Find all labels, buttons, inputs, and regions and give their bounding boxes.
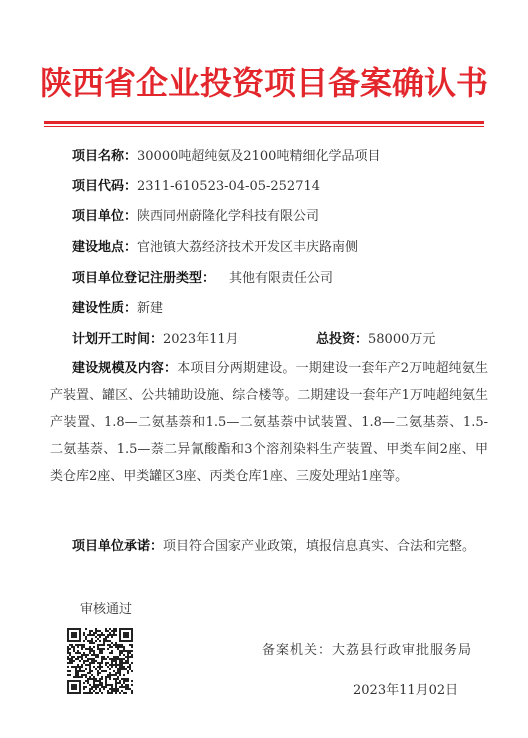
- field-label: 项目单位：: [72, 209, 138, 224]
- document-title: 陕西省企业投资项目备案确认书: [39, 64, 488, 102]
- field-value: 陕西同州蔚隆化学科技有限公司: [137, 209, 320, 224]
- commitment-label: 项目单位承诺：: [72, 539, 164, 554]
- field-value: 2023年11月: [163, 332, 239, 347]
- commitment-text: 项目符合国家产业政策，填报信息真实、合法和完整。: [163, 539, 476, 554]
- scope-label: 建设规模及内容：: [72, 361, 178, 376]
- field-total-investment: [316, 331, 435, 349]
- field-label: 建设性质：: [72, 301, 138, 316]
- field-value: 58000万元: [368, 332, 436, 347]
- scope-text: 本项目分两期建设。一期建设一套年产2万吨超纯氨生产装置、罐区、公共辅助设施、综合楼等。二期建设一套年产1万吨超纯氨生产装置、1.8—二氨基萘和1.5—二氨基萘中试装置、1.8—二氨基萘、1.5-二氨基萘、1.5—萘二异氰酸酯和3个溶剂染料生产装置、甲类车间2座、甲类仓库2座、甲类罐区3座、丙类仓库1座、三废处理站1座等。: [50, 361, 488, 484]
- field-value: 官池镇大荔经济技术开发区丰庆路南侧: [137, 240, 359, 255]
- field-start-time: [72, 331, 239, 349]
- field-value: 30000吨超纯氨及2100吨精细化学品项目: [137, 149, 381, 164]
- construction-scope: [50, 355, 488, 490]
- field-project-name: [72, 148, 380, 166]
- field-project-unit: [72, 208, 319, 226]
- issue-date: 2023年11月02日: [353, 683, 459, 698]
- unit-commitment: [50, 533, 488, 560]
- field-value: 其他有限责任公司: [229, 271, 334, 286]
- field-label: 项目代码：: [72, 179, 138, 194]
- field-location: [72, 239, 358, 257]
- title-rule-thin: [44, 126, 484, 127]
- field-label: 建设地点：: [72, 240, 138, 255]
- field-label: 计划开工时间：: [72, 332, 164, 347]
- qr-code-icon: [67, 628, 133, 694]
- field-label: 总投资：: [316, 332, 369, 347]
- field-label: 项目单位登记注册类型：: [72, 271, 216, 286]
- field-registration-type: [72, 270, 333, 288]
- review-status: 审核通过: [80, 602, 133, 617]
- field-project-code: [72, 178, 320, 196]
- field-value: 2311-610523-04-05-252714: [137, 179, 321, 194]
- filing-agency: 备案机关：大荔县行政审批服务局: [262, 643, 473, 658]
- field-construction-nature: [72, 300, 163, 318]
- field-label: 项目名称：: [72, 149, 138, 164]
- title-rule-thick: [44, 121, 484, 124]
- field-value: 新建: [137, 301, 164, 316]
